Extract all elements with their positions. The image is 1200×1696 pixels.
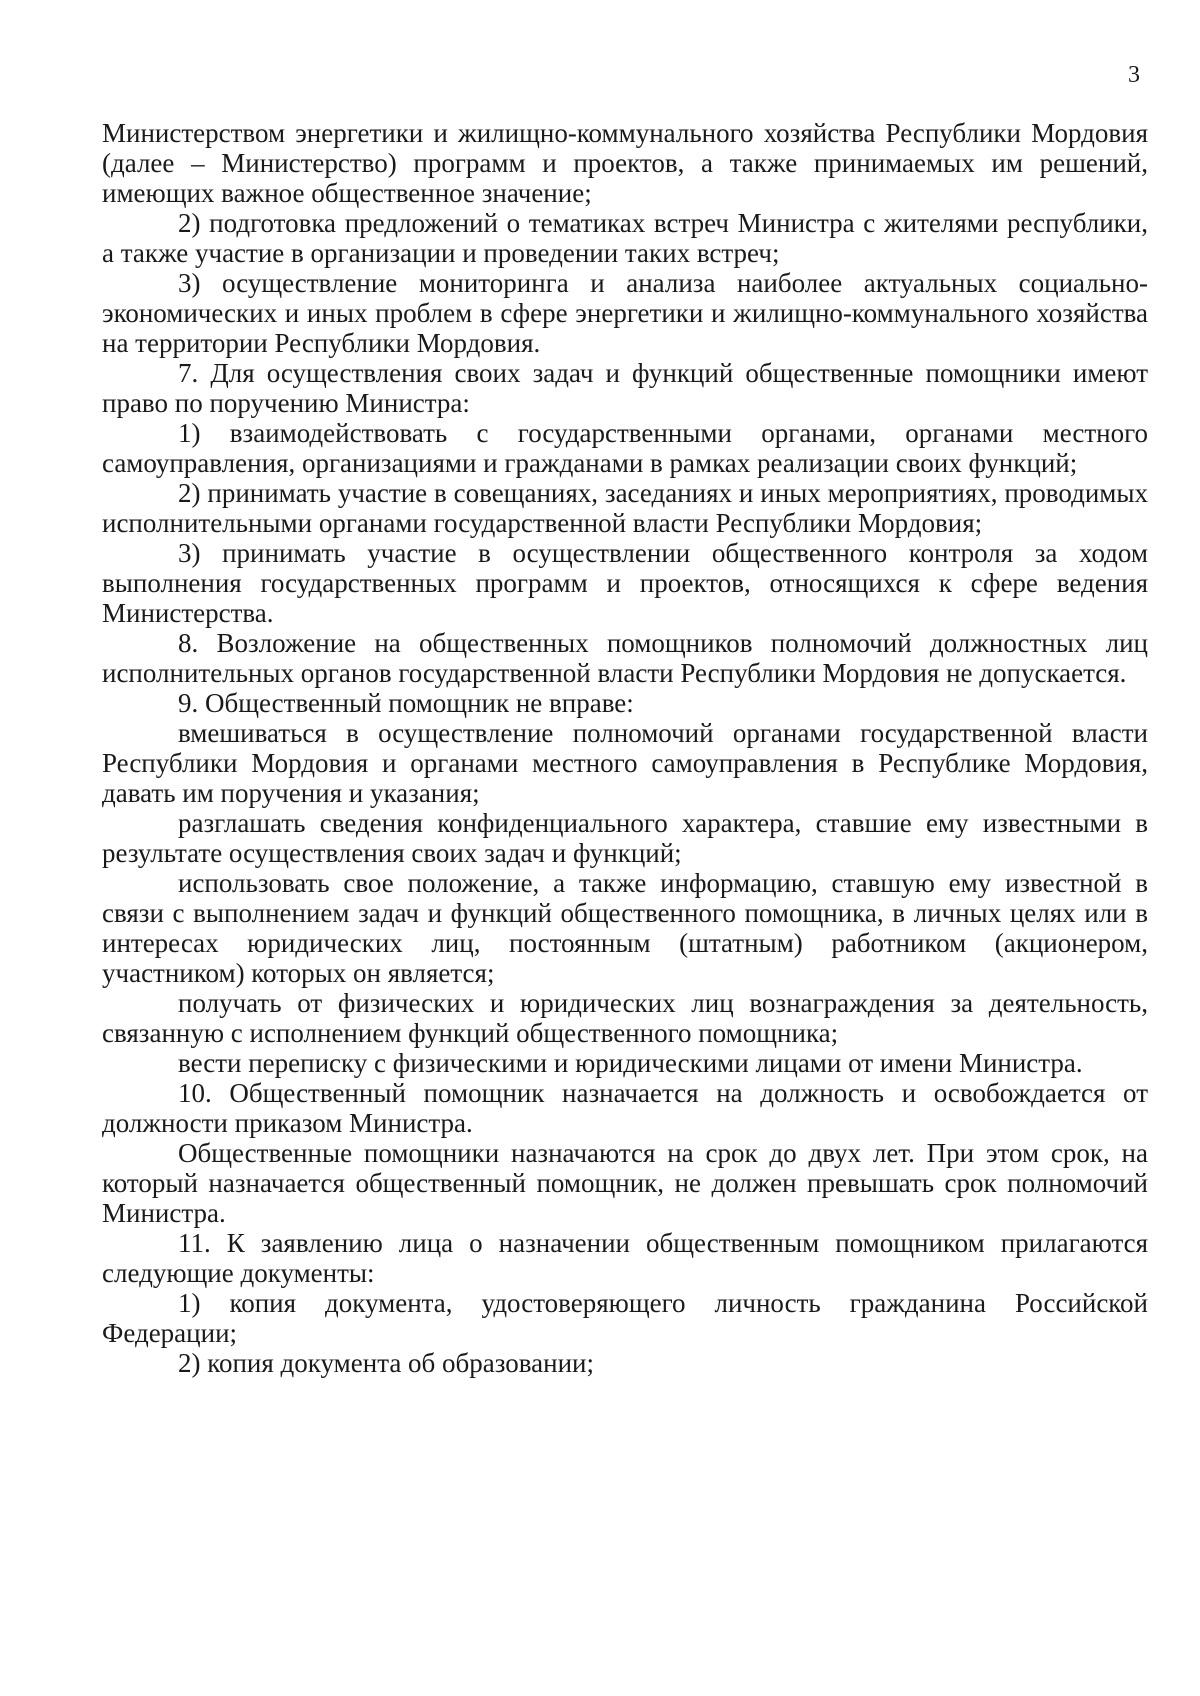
document-body xyxy=(102,118,1148,1378)
paragraph: 10. Общественный помощник назначается на должность и освобождается от должности приказом Министра. xyxy=(102,1078,1148,1138)
paragraph: 7. Для осуществления своих задач и функций общественные помощники имеют право по поручению Министра: xyxy=(102,358,1148,418)
paragraph: Общественные помощники назначаются на срок до двух лет. При этом срок, на который назначается общественный помощник, не должен превышать срок полномочий Министра. xyxy=(102,1138,1148,1228)
paragraph: использовать свое положение, а также информацию, ставшую ему известной в связи с выполнением задач и функций общественного помощника, в личных целях или в интересах юридических лиц, постоянным (штатным) работником (акционером, участником) которых он является; xyxy=(102,868,1148,988)
paragraph: 1) взаимодействовать с государственными органами, органами местного самоуправления, организациями и гражданами в рамках реализации своих функций; xyxy=(102,418,1148,478)
paragraph: получать от физических и юридических лиц вознаграждения за деятельность, связанную с исполнением функций общественного помощника; xyxy=(102,988,1148,1048)
paragraph: 3) принимать участие в осуществлении общественного контроля за ходом выполнения государственных программ и проектов, относящихся к сфере ведения Министерства. xyxy=(102,538,1148,628)
paragraph: 2) принимать участие в совещаниях, заседаниях и иных мероприятиях, проводимых исполнительными органами государственной власти Республики Мордовия; xyxy=(102,478,1148,538)
paragraph: разглашать сведения конфиденциального характера, ставшие ему известными в результате осуществления своих задач и функций; xyxy=(102,808,1148,868)
paragraph: 8. Возложение на общественных помощников полномочий должностных лиц исполнительных органов государственной власти Республики Мордовия не допускается. xyxy=(102,628,1148,688)
paragraph: вмешиваться в осуществление полномочий органами государственной власти Республики Мордовия и органами местного самоуправления в Республике Мордовия, давать им поручения и указания; xyxy=(102,718,1148,808)
paragraph: 9. Общественный помощник не вправе: xyxy=(178,688,634,718)
paragraph: 2) копия документа об образовании; xyxy=(178,1348,594,1378)
paragraph: Министерством энергетики и жилищно-коммунального хозяйства Республики Мордовия (далее – Министерство) программ и проектов, а также принимаемых им решений, имеющих важное общественное значение; xyxy=(102,118,1148,208)
paragraph: 2) подготовка предложений о тематиках встреч Министра с жителями республики, а также участие в организации и проведении таких встреч; xyxy=(102,208,1148,268)
paragraph: 3) осуществление мониторинга и анализа наиболее актуальных социально-экономических и иных проблем в сфере энергетики и жилищно-коммунального хозяйства на территории Республики Мордовия. xyxy=(102,268,1148,358)
paragraph: 1) копия документа, удостоверяющего личность гражданина Российской Федерации; xyxy=(102,1288,1148,1348)
page-number: 3 xyxy=(1128,62,1140,88)
paragraph: 11. К заявлению лица о назначении общественным помощником прилагаются следующие документы: xyxy=(102,1228,1148,1288)
paragraph: вести переписку с физическими и юридическими лицами от имени Министра. xyxy=(178,1048,1083,1078)
